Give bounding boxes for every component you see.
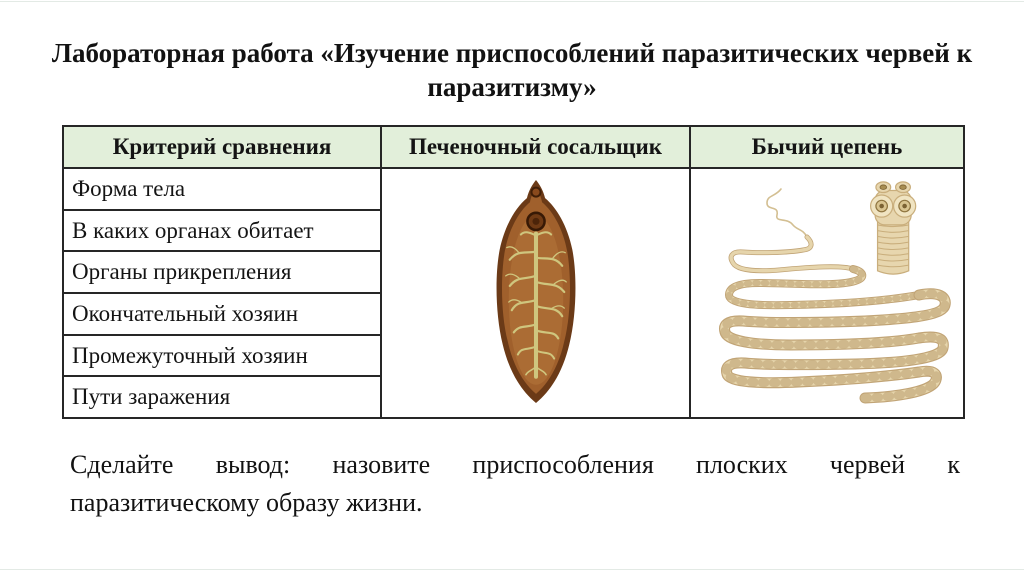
tapeworm-image	[691, 169, 963, 417]
comparison-table	[62, 125, 965, 419]
tapeworm-cell	[691, 169, 963, 417]
conclusion-line2: паразитическому образу жизни.	[70, 488, 423, 517]
slide-title	[0, 36, 1024, 104]
table-body	[64, 169, 963, 417]
bottom-accent-line	[0, 569, 1024, 570]
header-cell-tapeworm: Бычий цепень	[751, 134, 903, 159]
slide-title-line2: паразитизму»	[427, 72, 597, 102]
top-accent-line	[0, 1, 1024, 2]
beef-tapeworm-illustration	[695, 173, 959, 413]
table-header-row	[64, 127, 963, 169]
tapeworm-scolex	[871, 182, 916, 274]
header-cell-liver-fluke: Печеночный сосальщик	[382, 127, 691, 167]
criteria-row-intermediate-host: Промежуточный хозяин	[64, 336, 380, 378]
criteria-row-final-host: Окончательный хозяин	[64, 294, 380, 336]
conclusion-line1: Сделайте вывод: назовите приспособления плоских червей к	[70, 450, 960, 479]
criteria-row-attachment-organs: Органы прикрепления	[64, 252, 380, 294]
criteria-row-infection-routes: Пути заражения	[72, 384, 231, 410]
slide-title-line1: Лабораторная работа «Изучение приспособлений паразитических червей к	[51, 38, 973, 68]
criteria-column	[64, 169, 382, 417]
criteria-row-habitat-organs: В каких органах обитает	[64, 211, 380, 253]
liver-fluke-cell	[382, 169, 691, 417]
conclusion-text	[70, 446, 960, 522]
header-cell-criteria: Критерий сравнения	[64, 127, 382, 167]
criteria-row-body-shape: Форма тела	[64, 169, 380, 211]
liver-fluke-image	[382, 169, 689, 417]
liver-fluke-illustration	[473, 177, 599, 409]
